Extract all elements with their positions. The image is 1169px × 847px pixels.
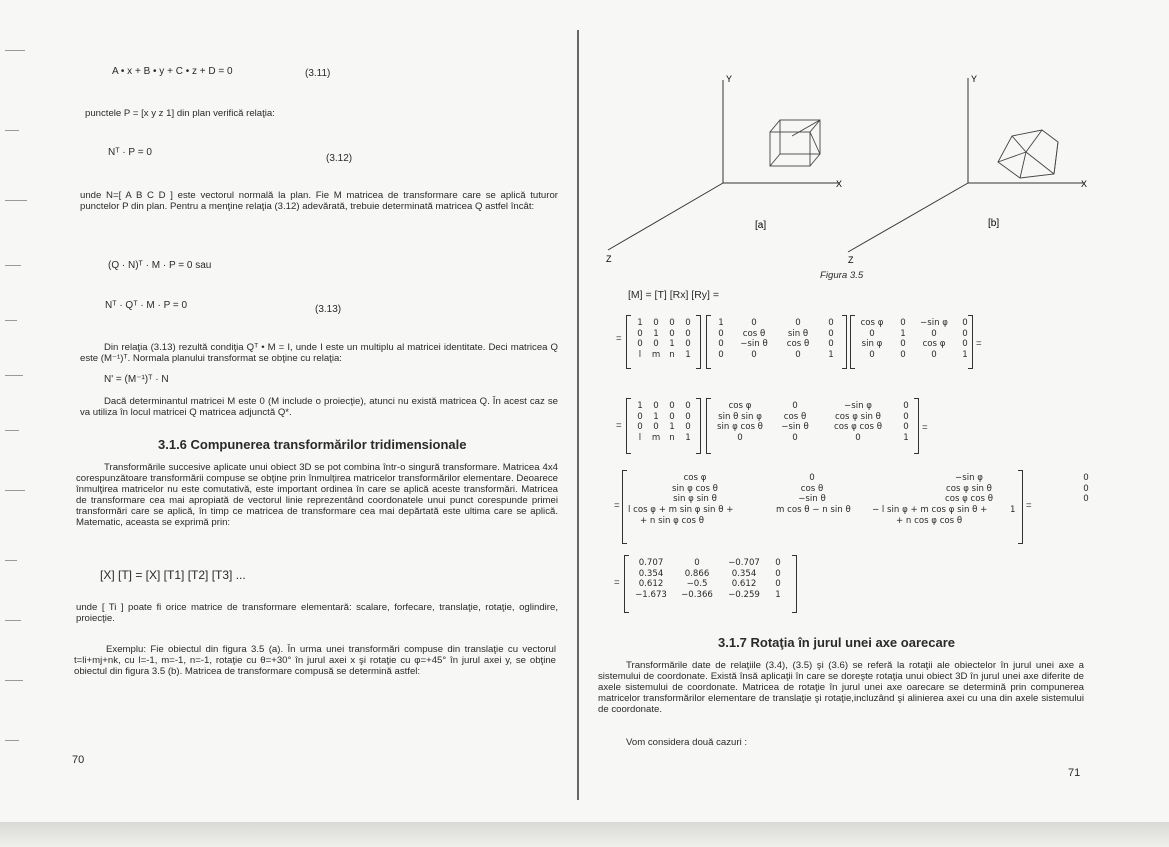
matrix-bracket (914, 398, 919, 454)
matrix-cell: 0 (685, 318, 691, 328)
matrix-cell: 1 (828, 349, 834, 360)
matrix-cell: 1 (637, 318, 643, 328)
matrix-cell: 0 (694, 558, 700, 568)
matrix-cell: 0.354 (731, 568, 757, 579)
matrix-cell: sin φ cos θ (717, 422, 763, 432)
matrix-cell: 0 (737, 432, 743, 443)
matrix-cell: cos θ (786, 339, 810, 349)
figure-3-5 (580, 70, 1160, 270)
paragraph: unde [ Ti ] poate fi orice matrice de transformare elementară: scalare, forfecare, translaţie, rotaţie, oglindire, proiecţie. (76, 602, 558, 624)
matrix-cell: 0 (900, 318, 906, 328)
matrix-cell: 0 (900, 349, 906, 360)
matrix-Ry (852, 318, 976, 360)
matrix-cell: 0 (931, 349, 937, 360)
figure-a-y-label: Y (726, 74, 733, 84)
matrix-cell: 0 (637, 339, 643, 349)
figure-a-z-label: Z (606, 254, 612, 264)
page-gutter (577, 30, 579, 800)
matrix-cell: 1 (653, 411, 659, 422)
matrix-cell: 0 (718, 328, 724, 339)
equals-sign: = (922, 422, 928, 433)
matrix-cell: 0 (792, 432, 798, 443)
figure-b-object (998, 130, 1058, 178)
matrix-cell: −0.707 (728, 558, 760, 568)
matrix-cell: 0 (685, 339, 691, 349)
matrix-cell: 0 (685, 328, 691, 339)
matrix-cell: 0 (637, 422, 643, 432)
matrix-cell: 0 (962, 328, 968, 339)
matrix-cell: 0 (775, 568, 781, 579)
equals-sign: = (614, 577, 620, 588)
matrix-cell: 0 (669, 318, 675, 328)
matrix-cell: 0 (1083, 494, 1089, 504)
matrix-cell: 0.354 (638, 568, 664, 579)
paragraph: Dacă determinantul matricei M este 0 (M include o proiecţie), atunci nu există matricea Q. În acest caz se va utiliza în locul matricei Q matricea adjunctă Q*. (80, 396, 558, 418)
matrix-cell: 0.612 (731, 579, 757, 589)
paragraph: Din relaţia (3.13) rezultă condiţia Qᵀ • M = I, unde I este un multiplu al matricei identitate. Deci matricea Q este (M⁻¹)ᵀ. Normala planului transformat se obţine cu relaţia: (80, 342, 558, 364)
equals-sign: = (616, 333, 622, 344)
figure-b-label: [b] (988, 218, 1000, 229)
paragraph: Transformările date de relaţiile (3.4), (3.5) şi (3.6) se referă la rotaţii ale obiectelor în jurul unei axe a sistemului de coordonate. Există însă aplicaţii în care se doreşte rotaţia unui obiect 3D în jurul unei axe diferite de axele sistemului de coordonate. Matricea de rotaţie în jurul unei axe oarecare se determină prin compunerea matricelor transformărilor elementare de translaţie şi rotaţie,incluzând şi alinierea axei cu una din axele sistemului de coordonate. (598, 660, 1084, 715)
matrix-bracket (1018, 470, 1023, 544)
figure-a-x-label: X (836, 179, 843, 189)
matrix-cell: 0 (653, 422, 659, 432)
matrix-bracket (626, 315, 631, 369)
matrix-cell: 0 (903, 411, 909, 422)
equation-normal: N' = (M⁻¹)ᵀ · N (104, 374, 169, 385)
matrix-cell: cos θ (783, 411, 807, 422)
equals-sign: = (614, 500, 620, 511)
equation-composition: [X] [T] = [X] [T1] [T2] [T3] ... (100, 568, 246, 582)
matrix-cell: 1 (669, 339, 675, 349)
matrix-cell: 0 (653, 339, 659, 349)
matrix-T (632, 318, 696, 360)
matrix-cell: sin φ cos θ (672, 483, 718, 494)
matrix-cell: 0 (637, 328, 643, 339)
paragraph: Transformările succesive aplicate unui obiect 3D se pot combina într-o singură transformare. Matricea 4x4 corespunzătoare transformării compuse se obţine prin înmulţirea matricelor transformărilor elementare. Deoarece înmulţirea matricelor nu este comutativă, este important ordinea în care se aplică aceste transformări. Matricea de transformare cea mai apropiată de vectorul linie reprezentând coordonatele unui punct corespunde primei transformări care se aplică, în timp ce matricea de transformare cea mai depărtată este ultima care se aplică. Matematic, aceasta se exprimă prin: (76, 462, 558, 528)
matrix-cell: l (638, 349, 642, 360)
matrix-cell: sin θ sin φ (718, 411, 762, 422)
page-number: 71 (1068, 767, 1081, 779)
matrix-cell: n (669, 432, 675, 443)
matrix-cell: 0 (962, 318, 968, 328)
figure-a-label: [a] (755, 220, 767, 231)
matrix-cell: 1 (900, 328, 906, 339)
figure-b-z-label: Z (848, 255, 854, 265)
matrix-cell: 1 (962, 349, 968, 360)
matrix-cell: 0 (795, 318, 801, 328)
paragraph: Vom considera două cazuri : (626, 737, 748, 748)
matrix-cell: cos θ (742, 328, 766, 339)
matrix-cell: 0 (685, 401, 691, 411)
matrix-cell: cos φ cos θ (944, 494, 994, 504)
left-page (0, 0, 577, 830)
matrix-cell: cos φ sin θ (946, 483, 992, 494)
matrix-cell: l cos φ + m sin φ sin θ + (628, 505, 734, 515)
matrix-bracket (968, 315, 973, 369)
matrix-cell: 0.707 (638, 558, 664, 568)
matrix-cell: cos φ (922, 339, 946, 349)
paragraph: punctele P = [x y z 1] din plan verifică relaţia: (85, 108, 275, 119)
matrix-cell: 0 (653, 401, 659, 411)
matrix-cell: 0 (751, 318, 757, 328)
matrix-RxRy (710, 401, 916, 443)
equation-3-13-number: (3.13) (315, 304, 342, 315)
matrix-cell: 0 (685, 422, 691, 432)
matrix-cell: 0 (931, 328, 937, 339)
matrix-bracket (842, 315, 847, 369)
right-page (580, 0, 1169, 830)
matrix-cell: 0 (828, 328, 834, 339)
figure-a-axes (608, 80, 838, 250)
matrix-cell: −sin θ (781, 422, 809, 432)
scan-shadow (0, 822, 1169, 847)
matrix-cell: 0 (809, 473, 815, 483)
equation-3-13: Nᵀ · Qᵀ · M · P = 0 (105, 300, 188, 311)
matrix-cell: 0 (1083, 473, 1089, 483)
matrix-cell: −1.673 (635, 589, 667, 600)
matrix-cell: 1 (685, 432, 691, 443)
matrix-cell: 0 (1083, 483, 1089, 494)
matrix-cell: 1 (903, 432, 909, 443)
matrix-cell: − l sin φ + m cos φ sin θ + (872, 505, 988, 515)
matrix-cell: m cos θ − n sin θ (776, 505, 851, 515)
equation-3-12: Nᵀ · P = 0 (108, 147, 152, 158)
matrix-cell: 0 (685, 411, 691, 422)
matrix-cell: 0 (869, 349, 875, 360)
matrix-composite-numeric (628, 558, 788, 600)
matrix-cell: 0.866 (684, 568, 710, 579)
matrix-cell: 0 (775, 579, 781, 589)
matrix-cell: 1 (669, 422, 675, 432)
matrix-cell: 0 (903, 401, 909, 411)
equation-3-11: A • x + B • y + C • z + D = 0 (112, 66, 233, 77)
matrix-cell: 0 (653, 318, 659, 328)
section-title-3-1-7: 3.1.7 Rotaţia în jurul unei axe oarecare (718, 635, 955, 650)
matrix-cell: 1 (653, 328, 659, 339)
matrix-cell: 1 (718, 318, 724, 328)
matrix-bracket (792, 555, 797, 613)
matrix-cell: 0 (869, 328, 875, 339)
matrix-bracket (696, 398, 701, 454)
paragraph: Exemplu: Fie obiectul din figura 3.5 (a). În urma unei transformări compuse din translaţie cu vectorul t=li+mj+nk, cu l=-1, m=-1, n=-1, rotaţie cu θ=+30° în jurul axei x şi rotaţie cu φ=+45° în jurul axei y, se obţine obiectul din figura 3.5 (b). Matricea de transformare compusă se determină astfel: (74, 644, 556, 677)
matrix-cell: cos θ (800, 483, 824, 494)
figure-b-y-label: Y (971, 74, 978, 84)
matrix-Rx (710, 318, 842, 360)
matrix-cell: 0 (751, 349, 757, 360)
matrix-cell: cos φ (860, 318, 884, 328)
matrix-cell: cos φ sin θ (835, 411, 881, 422)
matrix-cell: 0 (962, 339, 968, 349)
matrix-cell: sin φ sin θ (673, 494, 717, 504)
matrix-cell: cos φ (683, 473, 707, 483)
equation-matrix-product: [M] = [T] [Rx] [Ry] = (628, 289, 720, 301)
matrix-cell: cos φ (728, 401, 752, 411)
matrix-cell: cos φ cos θ (833, 422, 883, 432)
matrix-cell: 0 (669, 328, 675, 339)
equals-sign: = (616, 420, 622, 431)
matrix-cell: 0 (855, 432, 861, 443)
matrix-cell: 0 (669, 411, 675, 422)
matrix-cell: l (638, 432, 642, 443)
matrix-cell: −sin θ (798, 494, 826, 504)
matrix-cell: 0 (669, 401, 675, 411)
page-number: 70 (72, 754, 85, 766)
equation-3-12-number: (3.12) (326, 153, 353, 164)
matrix-bracket (622, 470, 627, 544)
matrix-cell: −0.5 (686, 579, 708, 589)
matrix-cell: 0 (903, 422, 909, 432)
equals-sign: = (976, 338, 982, 349)
matrix-cell: m (651, 349, 661, 360)
matrix-cell: 0 (637, 411, 643, 422)
matrix-T-2 (632, 401, 696, 443)
equation-sau: (Q · N)ᵀ · M · P = 0 sau (108, 260, 212, 271)
figure-b-x-label: X (1081, 179, 1088, 189)
matrix-cell: 0 (828, 318, 834, 328)
paragraph: unde N=[ A B C D ] este vectorul normală la plan. Fie M matricea de transformare care se aplică tuturor punctelor P din plan. Pentru a menţine relaţia (3.12) adevărată, trebuie determinată matricea Q astfel încât: (80, 190, 558, 212)
matrix-cell: 0 (718, 339, 724, 349)
matrix-cell: −sin φ (955, 473, 983, 483)
matrix-cell: −0.366 (681, 589, 713, 600)
matrix-cell: 0 (828, 339, 834, 349)
section-title-3-1-6: 3.1.6 Compunerea transformărilor tridimensionale (158, 437, 467, 452)
matrix-cell: sin φ (861, 339, 883, 349)
matrix-cell: + n cos φ cos θ (896, 516, 963, 526)
matrix-cell: 1 (637, 401, 643, 411)
matrix-cell: −sin φ (920, 318, 948, 328)
matrix-cell: 1 (775, 589, 781, 600)
matrix-bracket (696, 315, 701, 369)
matrix-cell: −sin φ (844, 401, 872, 411)
matrix-cell: −sin θ (740, 339, 768, 349)
matrix-cell: 0 (795, 349, 801, 360)
matrix-cell: −0.259 (728, 589, 760, 600)
matrix-cell: m (651, 432, 661, 443)
figure-b-axes (848, 78, 1083, 252)
matrix-cell: 0 (718, 349, 724, 360)
equation-3-11-number: (3.11) (305, 68, 331, 79)
matrix-bracket (626, 398, 631, 454)
matrix-cell: 1 (1010, 505, 1016, 515)
figure-a-cube (770, 120, 820, 166)
equals-sign: = (1026, 500, 1032, 511)
matrix-cell: sin θ (787, 328, 809, 339)
matrix-cell: 0 (792, 401, 798, 411)
matrix-cell: 0 (775, 558, 781, 568)
matrix-cell: n (669, 349, 675, 360)
figure-caption: Figura 3.5 (820, 270, 864, 281)
matrix-cell: 1 (685, 349, 691, 360)
matrix-cell: 0 (900, 339, 906, 349)
matrix-cell: + n sin φ cos θ (640, 516, 705, 526)
matrix-cell: 0.612 (638, 579, 664, 589)
